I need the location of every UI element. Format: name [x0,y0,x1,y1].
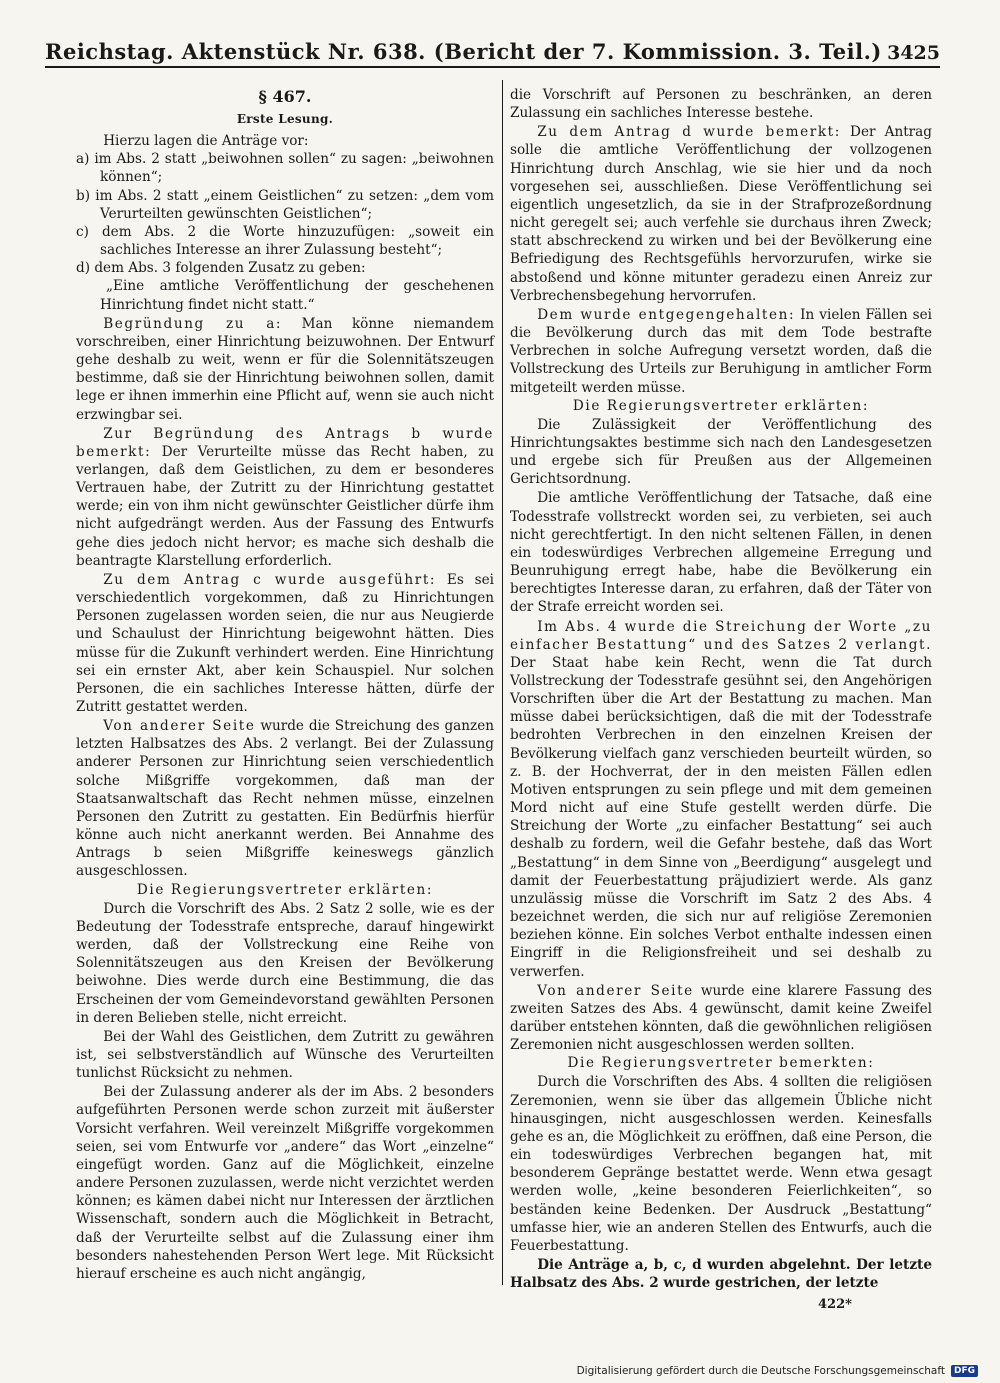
column-divider [502,80,503,1285]
subheading: Die Regierungsvertreter erklärten: [572,397,870,414]
paragraph-lead: Zu dem Antrag d wurde bemerkt: [537,124,841,141]
subheading: Die Regierungsvertreter bemerkten: [567,1055,875,1072]
digitization-credit [577,1365,978,1377]
paragraph [76,315,494,424]
paragraph [510,306,932,397]
subheading: Die Regierungsvertreter erklärten: [136,881,434,898]
right-column [510,86,932,1292]
paragraph: Die Anträge a, b, c, d wurden abgelehnt. Der letzte Halbsatz des Abs. 2 wurde gestrichen, der letzte [510,1257,932,1292]
paragraph: Die Zulässigkeit der Veröffentlichung des Hinrichtungsaktes bestimme sich nach den Landesgesetzen und ergebe sich für Preußen aus der Allgemeinen Gerichtsordnung. [510,416,932,488]
paragraph: Bei der Zulassung anderer als der im Abs. 2 besonders aufgeführten Personen werde schon zurzeit mit äußerster Vorsicht verfahren. Weil vereinzelt Mißgriffe vorgekommen seien, sei vom Entwurfe vor „andere“ das Wort „einzelne“ eingefügt worden. Ganz auf die Möglichkeit, einzelne andere Personen zuzulassen, werde nicht verzichtet werden können; es kämen dabei nicht nur Interessen der ärztlichen Wissenschaft, sondern auch die Möglichkeit in Betracht, daß der Verurteilte selbst auf die Zulassung einer ihm besonders nahestehenden Person Wert lege. Mit Rücksicht hierauf erscheine es auch nicht angängig, [76,1084,494,1282]
dfg-logo-icon: DFG [951,1365,978,1377]
intro-text: Hierzu lagen die Anträge vor: [103,133,309,150]
credit-text: Digitalisierung gefördert durch die Deutsche Forschungsgemeinschaft [576,1365,945,1377]
page-number: 3425 [887,42,940,64]
paragraph-text: Der Verurteilte müsse das Recht haben, zu verlangen, daß dem Geistlichen, zu dem er besonderes Vertrauen habe, der Zutritt zu der Hinrichtung gestattet werde; ein von ihm nicht gewünschter Geistlicher dürfe ihm nicht aufgedrängt werden. Aus der Fassung des Entwurfs gehe dies jedoch nicht hervor; es mache sich deshalb die beantragte Klarstellung erforderlich. [76,443,494,569]
paragraph-text: wurde eine klarere Fassung des zweiten Satzes des Abs. 4 gewünscht, damit keine Zweifel darüber entstehen könnten, daß die gewöhnlichen religiösen Zeremonien nicht ausgeschlossen werden sollten. [510,982,932,1054]
paragraph [510,618,932,981]
paragraph-lead: Von anderer Seite [103,718,256,735]
paragraph-lead: Zur Begründung des Antrags b wurde bemerkt: [76,425,494,460]
motion-item-c: c) dem Abs. 2 die Worte hinzuzufügen: „soweit ein sachliches Interesse an ihrer Zulassung besteht“; [76,223,494,259]
running-title: Reichstag. Aktenstück Nr. 638. (Bericht der 7. Kommission. 3. Teil.) [45,39,882,64]
paragraph [76,571,494,716]
paragraph [510,982,932,1055]
paragraph: die Vorschrift auf Personen zu beschränken, an deren Zulassung ein sachliches Interesse bestehe. [510,87,932,122]
motion-item-d: d) dem Abs. 3 folgenden Zusatz zu geben: [76,260,366,277]
paragraph-lead: Zu dem Antrag c wurde ausgeführt: [103,571,437,588]
sheet-number: 422* [818,1297,852,1312]
paragraph: Durch die Vorschriften des Abs. 4 sollten die religiösen Zeremonien, wenn sie über das allgemein Übliche nicht hinausgingen, nicht ausgeschlossen werden. Keinesfalls gehe es an, die Möglichkeit zu eröffnen, daß eine Person, die ein todeswürdiges Verbrechen begangen hat, mit besonderem Gepränge bestattet werde. Wenn etwa gesagt werden wolle, „keine besonderen Feierlichkeiten“, so beständen keine Bedenken. Der Ausdruck „Bestattung“ umfasse hier, wie an anderen Stellen des Entwurfs, auch die Feuerbestattung. [510,1074,932,1254]
paragraph [510,123,932,305]
motion-quote: „Eine amtliche Veröffentlichung der geschehenen Hinrichtung findet nicht statt.“ [100,278,494,313]
paragraph [76,425,494,570]
paragraph [76,717,494,880]
paragraph-text: wurde die Streichung des ganzen letzten Halbsatzes des Abs. 2 verlangt. Bei der Zulassung anderer Personen zur Hinrichtung seien verschiedentlich solche Mißgriffe vorgekommen, daß man der Staatsanwaltschaft das Recht nehmen müsse, einzelnen Personen den Zutritt zu gestatten. Ein Bedürfnis hierfür könne auch nicht anerkannt werden. Bei Annahme des Antrags b seien Mißgriffe keineswegs gänzlich ausgeschlossen. [76,718,495,880]
page-header [45,28,940,68]
reading-heading: Erste Lesung. [236,112,334,126]
motion-item-b: b) im Abs. 2 statt „einem Geistlichen“ zu setzen: „dem vom Verurteilten gewünschten Geistlichen“; [76,187,494,222]
paragraph-lead: Im Abs. 4 wurde die Streichung der Worte „zu einfacher Bestattung“ und des Satzes 2 verlangt. [510,618,932,653]
paragraph-text: Der Antrag solle die amtliche Veröffentlichung der vollzogenen Hinrichtung durch Anschlag, wie sie hier und da noch vorgesehen sei, ausschließen. Diese Veröffentlichung sei eigentlich ungesetzlich, da sie in der Strafprozeßordnung nicht geregelt sei; auch verfehle sie durchaus ihren Zweck; statt abschreckend zu wirken und bei der Bevölkerung eine Befriedigung des Rechtsgefühls hervorzurufen, wirke sie abstoßend und könne mitunter geradezu einen Anreiz zur Verbrechensbegehung hervorrufen. [510,124,932,304]
paragraph-text: Man könne niemandem vorschreiben, einer Hinrichtung beizuwohnen. Der Entwurf gehe deshalb zu weit, wenn er für die Solennitätszeugen bestimme, daß sie der Hinrichtung beiwohnen sollen, damit lege er ihnen immerhin eine Pflicht auf, wenn sie auch nicht erzwingbar sei. [76,315,494,423]
paragraph-lead: Begründung zu a: [103,315,283,332]
paragraph-lead: Von anderer Seite [537,982,694,999]
paragraph: Bei der Wahl des Geistlichen, dem Zutritt zu gewähren ist, sei selbstverständlich auf Wünsche des Verurteilten tunlichst Rücksicht zu nehmen. [76,1028,494,1082]
paragraph-lead: Dem wurde entgegengehalten: [537,306,796,323]
paragraph-text: In vielen Fällen sei die Bevölkerung durch das mit dem Tode bestrafte Verbrechen in solche Aufregung versetzt worden, daß die Vollstreckung des Urteils zur Beruhigung in amtlicher Form mitgeteilt werden müsse. [510,306,932,396]
paragraph-text: Der Staat habe kein Recht, wenn die Tat durch Vollstreckung der Todesstrafe gesühnt sei, den Angehörigen Vorschriften über die Art der Bestattung zu machen. Man müsse dabei berücksichtigen, daß die mit der Todesstrafe bedrohten Verbrechen in den einzelnen Kreisen der Bevölkerung vielfach ganz verschieden beurteilt würden, so z. B. der Hochverrat, der in den meisten Fällen edlen Motiven entsprungen zu sein pflege und mit dem gemeinen Mord nicht auf eine Stufe gestellt werden dürfe. Die Streichung der Worte „zu einfacher Bestattung“ sei auch deshalb zu fordern, weil die Gefahr bestehe, daß das Wort „Bestattung“ in dem Sinne von „Beerdigung“ ausgelegt und damit der Feuerbestattung präjudiziert werde. Als ganz unzulässig müsse die Vorschrift im Satz 2 des Abs. 4 bezeichnet werden, die sich nur auf religiöse Zeremonien beziehen könne. Ein solches Verbot enthalte indessen einen Eingriff in die Religionsfreiheit und sei deshalb zu verwerfen. [510,654,932,980]
left-column [76,86,494,1283]
motion-item-a: a) im Abs. 2 statt „beiwohnen sollen“ zu sagen: „beiwohnen können“; [76,151,494,186]
paragraph: Die amtliche Veröffentlichung der Tatsache, daß eine Todesstrafe vollstreckt worden sei, zu verbieten, sei auch nicht gerechtfertigt. In den nicht seltenen Fällen, in denen ein todeswürdiges Verbrechen allgemeine Erregung und Beunruhigung erregt habe, habe die Bevölkerung ein berechtigtes Interesse daran, zu erfahren, daß der Täter von der Strafe erreicht worden sei. [510,490,932,616]
section-heading: § 467. [258,87,312,106]
paragraph-text: Es sei verschiedentlich vorgekommen, daß zu Hinrichtungen Personen zugelassen worden seien, die nur aus Neugierde und Schaulust der Hinrichtung beigewohnt hätten. Dies müsse für die Zukunft verhindert werden. Eine Hinrichtung sei ein ernster Akt, aber kein Schauspiel. Nur solchen Personen, die ein sachliches Interesse hätten, dürfe der Zutritt gestattet werden. [76,571,494,715]
paragraph: Durch die Vorschrift des Abs. 2 Satz 2 solle, wie es der Bedeutung der Todesstrafe entspreche, darauf hingewirkt werden, daß der Vollstreckung eine Reihe von Solennitätszeugen aus den Kreisen der Bevölkerung beiwohne. Dies werde durch eine Bestimmung, die das Erscheinen der vom Gemeindevorstand gewählten Personen in deren Belieben stelle, nicht erreicht. [76,900,494,1026]
